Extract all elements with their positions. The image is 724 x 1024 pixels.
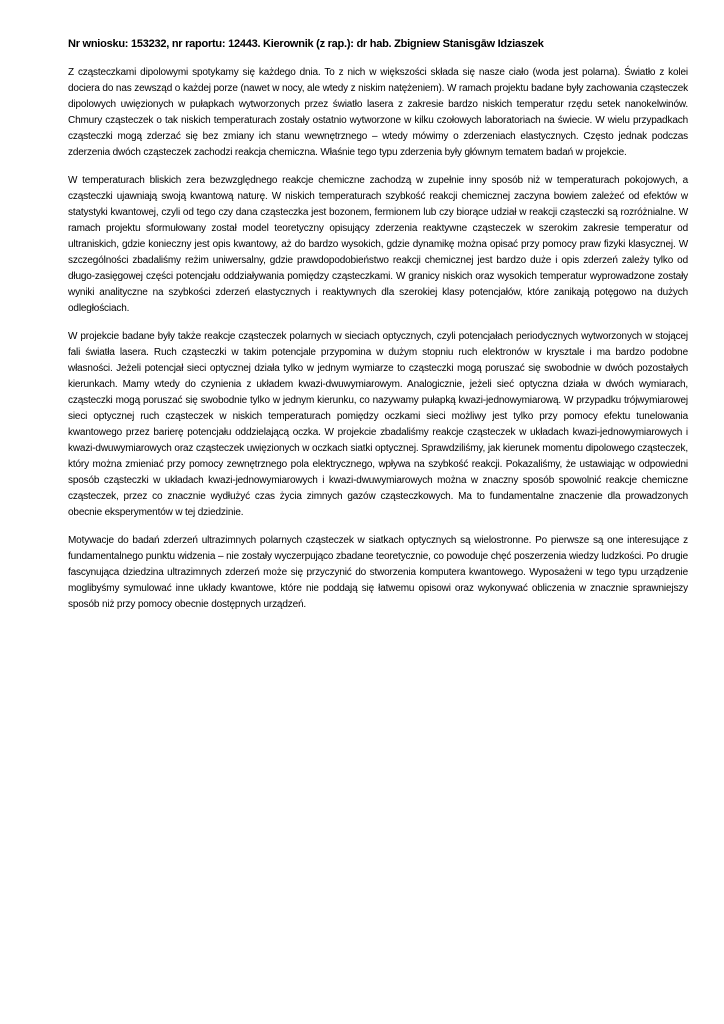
paragraph-4: Motywacje do badań zderzeń ultrazimnych polarnych cząsteczek w siatkach optycznych są wielostronne. Po pierwsze są one interesujące z fundamentalnego punktu widzenia – nie zostały wyczerpująco zbadane teoretycznie, co powoduje chęć poszerzenia wiedzy ludzkości. Po drugie fascynująca dziedzina ultrazimnych zderzeń może się przyczynić do stworzenia komputera kwantowego. Wyposażeni w tego typu urządzenie moglibyśmy symulować inne układy kwantowe, które nie poddają się łatwemu opisowi oraz wykonywać obliczenia w znacznie sprawniejszy sposób niż przy pomocy obecnie dostępnych urządzeń. [68, 535, 688, 610]
report-header: Nr wniosku: 153232, nr raportu: 12443. Kierownik (z rap.): dr hab. Zbigniew Stanisgāw Idziaszek [68, 38, 544, 50]
paragraph-2: W temperaturach bliskich zera bezwzględnego reakcje chemiczne zachodzą w zupełnie inny sposób niż w temperaturach pokojowych, a cząsteczki ujawniają swoją kwantową naturę. W niskich temperaturach szybkość reakcji chemicznej zaczyna bowiem zależeć od efektów w statystyki kwantowej, czyli od tego czy dana cząsteczka jest bozonem, fermionem lub czy biorące udział w reakcji cząsteczki są rozróżnialne. W ramach projektu sformułowany został model teoretyczny opisujący zderzenia reaktywne cząsteczek w szerokim zakresie temperatur od ultraniskich, gdzie konieczny jest opis kwantowy, aż do bardzo wysokich, gdzie dynamikę można opisać przy pomocy praw fizyki klasycznej. W szczególności zbadaliśmy reżim uniwersalny, gdzie prawdopodobieństwo reakcji chemicznej jest bardzo duże i opis zderzeń zależy tylko od długo-zasięgowej części potencjału oddziaływania pomiędzy cząsteczkami. W granicy niskich oraz wysokich temperatur wyprowadzone zostały wyniki analityczne na szybkości zderzeń elastycznych i reaktywnych dla szerokiej klasy potencjałów, które zanikają potęgowo na dużych odległościach. [68, 175, 688, 314]
document-body [68, 36, 688, 625]
paragraph-3: W projekcie badane były także reakcje cząsteczek polarnych w sieciach optycznych, czyli potencjałach periodycznych wytworzonych w stojącej fali światła lasera. Ruch cząsteczki w takim potencjale przypomina w dużym stopniu ruch elektronów w krysztale i ma bardzo podobne własności. Jeżeli potencjał sieci optycznej działa tylko w jednym wymiarze to cząsteczki mogą poruszać się swobodnie w dwóch pozostałych kierunkach. Mamy wtedy do czynienia z układem kwazi-dwuwymiarowym. Analogicznie, jeżeli sieć optyczna działa w dwóch wymiarach, cząsteczki mogą poruszać się swobodnie tylko w jednym kierunku, co nazywamy pułapką kwazi-jednowymiarową. W przypadku trójwymiarowej sieci optycznej ruch cząsteczek w niskich temperaturach pomiędzy oczkami sieci możliwy jest tylko przy pomocy efektu tunelowania kwantowego przez barierę potencjału oddzielającą oczka. W projekcie zbadaliśmy reakcje cząsteczek w układach kwazi-jednowymiarowych i kwazi-dwuwymiarowych oraz cząsteczek uwięzionych w oczkach siatki optycznej. Sprawdziliśmy, jak kierunek momentu dipolowego cząsteczek, który można zmieniać przy pomocy zewnętrznego pola elektrycznego, wpływa na szybkość reakcji. Pokazaliśmy, że ustawiając w odpowiedni sposób cząsteczki w układach kwazi-jednowymiarowych i kwazi-dwuwymiarowych można w znaczny sposób spowolnić reakcje chemiczne cząsteczek, przez co znacznie wydłużyć czas życia zimnych gazów cząsteczkowych. Ma to fundamentalne znaczenie dla prowadzonych obecnie eksperymentów w tej dziedzinie. [68, 331, 688, 518]
paragraph-1: Z cząsteczkami dipolowymi spotykamy się każdego dnia. To z nich w większości składa się nasze ciało (woda jest polarna). Światło z kolei dociera do nas zewsząd o każdej porze (nawet w nocy, ale wtedy z niskim natężeniem). W ramach projektu badane były zachowania cząsteczek dipolowych uwięzionych w pułapkach wytworzonych przez światło lasera z zakresie bardzo niskich temperatur rzędu setek nanokelwinów. Chmury cząsteczek o tak niskich temperaturach zostały ostatnio wytworzone w kilku czołowych laboratoriach na świecie. W wielu przypadkach cząsteczki mogą zderzać się bez zmiany ich stanu wewnętrznego – wtedy mówimy o zderzeniach elastycznych. Często jednak podczas zderzenia dwóch cząsteczek zachodzi reakcja chemiczna. Właśnie tego typu zderzenia były głównym tematem badań w projekcie. [68, 67, 688, 158]
